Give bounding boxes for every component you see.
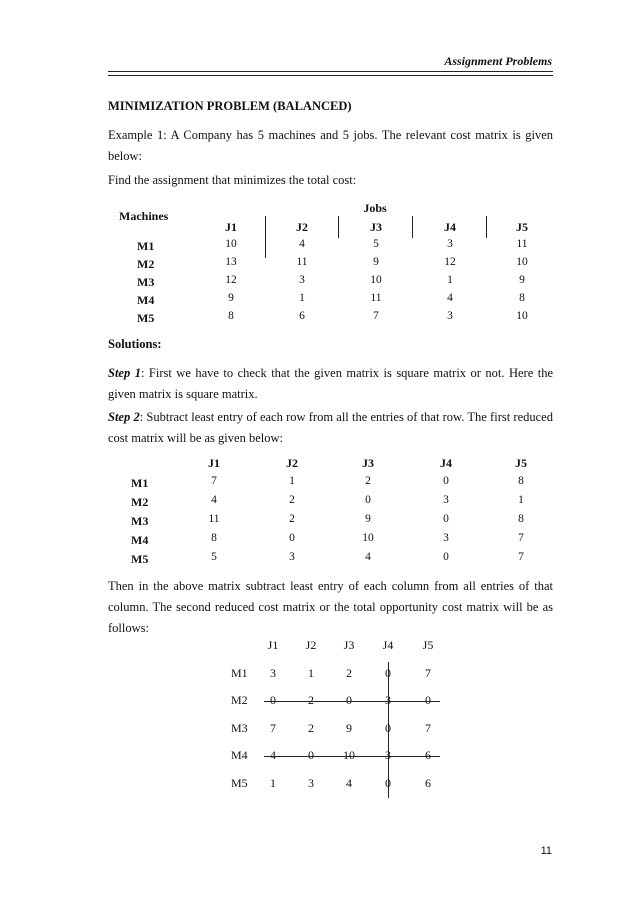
table-cell: 3: [443, 532, 449, 544]
step2-label: Step 2: [108, 410, 140, 424]
table-cell: 12: [444, 256, 456, 268]
step1-paragraph: [108, 363, 553, 405]
running-header: Assignment Problems: [444, 54, 552, 68]
cover-line-col-j4: [388, 662, 389, 798]
table-cell: 0: [365, 494, 371, 506]
table-cell: 10: [362, 532, 374, 544]
table-cell: 0: [443, 513, 449, 525]
table-cell: 3: [443, 494, 449, 506]
col-group-header: Jobs: [363, 201, 387, 215]
table-cell: 3: [289, 551, 295, 563]
section-title: MINIMIZATION PROBLEM (BALANCED): [108, 99, 352, 113]
table-cell: 1: [289, 475, 295, 487]
table-cell: 3: [299, 274, 305, 286]
table-cell: 0: [308, 748, 314, 762]
table-cell: 0: [289, 532, 295, 544]
table-cell: 6: [425, 748, 431, 762]
table-cell: 3: [308, 776, 314, 790]
column-divider: [265, 216, 266, 258]
col-header: J3: [370, 220, 382, 234]
table-cell: 3: [385, 748, 391, 762]
table-cell: 2: [289, 513, 295, 525]
table-cell: 2: [308, 693, 314, 707]
table-cell: 3: [385, 693, 391, 707]
col-header: J2: [296, 220, 308, 234]
cover-line-row-m2: [264, 701, 440, 702]
col-header: J5: [422, 638, 434, 652]
column-divider: [338, 216, 339, 238]
step1-text: : First we have to check that the given matrix is square matrix or not. Here the given matrix is square matrix.: [108, 366, 553, 401]
header-rule: [108, 71, 553, 72]
row-label: M4: [231, 748, 248, 762]
table-cell: 0: [385, 666, 391, 680]
table-cell: 8: [518, 513, 524, 525]
table-cell: 5: [211, 551, 217, 563]
col-header: J1: [267, 638, 279, 652]
step2-text: : Subtract least entry of each row from all the entries of that row. The first reduced cost matrix will be as given below:: [108, 410, 553, 445]
table-cell: 8: [518, 475, 524, 487]
row-label: M1: [137, 239, 155, 253]
table-cell: 6: [425, 776, 431, 790]
table-cell: 3: [447, 238, 453, 250]
table-cell: 9: [228, 292, 234, 304]
page-number: 11: [540, 845, 552, 857]
row-label: M3: [231, 721, 248, 735]
table-cell: 4: [447, 292, 453, 304]
table-cell: 7: [425, 666, 431, 680]
column-divider: [412, 216, 413, 238]
table-cell: 4: [346, 776, 352, 790]
row-label: M2: [137, 257, 155, 271]
row-label: M2: [131, 495, 149, 509]
table-cell: 9: [365, 513, 371, 525]
table-cell: 9: [373, 256, 379, 268]
table-cell: 7: [518, 532, 524, 544]
table-cell: 1: [270, 776, 276, 790]
table-cell: 2: [289, 494, 295, 506]
row-label: M5: [131, 552, 149, 566]
step1-label: Step 1: [108, 366, 141, 380]
table-cell: 10: [225, 238, 237, 250]
table-cell: 10: [516, 256, 528, 268]
col-header: J4: [440, 456, 452, 470]
table-cell: 5: [373, 238, 379, 250]
col-header: J1: [225, 220, 237, 234]
row-label: M1: [131, 476, 149, 490]
row-label: M4: [137, 293, 155, 307]
table-cell: 9: [346, 721, 352, 735]
row-label: M1: [231, 666, 248, 680]
table-cell: 11: [296, 256, 308, 268]
table-cell: 4: [270, 748, 276, 762]
col-header: J4: [382, 638, 394, 652]
table-cell: 11: [516, 238, 528, 250]
step2-paragraph: [108, 407, 553, 449]
table-cell: 0: [346, 693, 352, 707]
table-cell: 1: [308, 666, 314, 680]
table-cell: 8: [519, 292, 525, 304]
table-cell: 10: [370, 274, 382, 286]
table-cell: 6: [299, 310, 305, 322]
table-cell: 2: [346, 666, 352, 680]
row-label: M3: [131, 514, 149, 528]
table-cell: 12: [225, 274, 237, 286]
example-paragraph: Example 1: A Company has 5 machines and 5 jobs. The relevant cost matrix is given below:: [108, 128, 553, 163]
table-cell: 4: [299, 238, 305, 250]
then-paragraph: Then in the above matrix subtract least entry of each column from all entries of that column. The second reduced cost matrix or the total opportunity cost matrix will be as follows:: [108, 579, 553, 635]
table-cell: 1: [518, 494, 524, 506]
table-cell: 3: [447, 310, 453, 322]
table-cell: 10: [516, 310, 528, 322]
table-cell: 11: [370, 292, 382, 304]
find-paragraph: Find the assignment that minimizes the total cost:: [108, 173, 357, 187]
solutions-heading: Solutions:: [108, 337, 162, 351]
table-cell: 7: [211, 475, 217, 487]
col-header: J4: [444, 220, 456, 234]
table-cell: 0: [443, 475, 449, 487]
col-header: J3: [362, 456, 374, 470]
row-label: M2: [231, 693, 248, 707]
table-cell: 7: [373, 310, 379, 322]
table-cell: 10: [343, 748, 355, 762]
header-rule-thin: [108, 75, 553, 76]
table-cell: 13: [225, 256, 237, 268]
table-cell: 2: [308, 721, 314, 735]
table-cell: 0: [443, 551, 449, 563]
row-label: M5: [231, 776, 248, 790]
row-label: M4: [131, 533, 149, 547]
table-cell: 1: [299, 292, 305, 304]
table-cell: 8: [228, 310, 234, 322]
table-cell: 4: [365, 551, 371, 563]
table-cell: 1: [447, 274, 453, 286]
row-label: M5: [137, 311, 155, 325]
table-cell: 3: [270, 666, 276, 680]
col-header: J1: [208, 456, 220, 470]
table-cell: 2: [365, 475, 371, 487]
table-cell: 0: [385, 776, 391, 790]
table-cell: 0: [385, 721, 391, 735]
table-cell: 0: [425, 693, 431, 707]
table-cell: 7: [270, 721, 276, 735]
row-label: M3: [137, 275, 155, 289]
col-header: J2: [305, 638, 317, 652]
table-cell: 7: [425, 721, 431, 735]
col-header: J3: [343, 638, 355, 652]
row-header: Machines: [119, 209, 169, 223]
table-cell: 0: [270, 693, 276, 707]
col-header: J5: [516, 220, 528, 234]
table-cell: 4: [211, 494, 217, 506]
table-cell: 11: [208, 513, 220, 525]
table-cell: 9: [519, 274, 525, 286]
col-header: J2: [286, 456, 298, 470]
table-cell: 7: [518, 551, 524, 563]
column-divider: [486, 216, 487, 238]
cover-line-row-m4: [264, 756, 440, 757]
col-header: J5: [515, 456, 527, 470]
table-cell: 8: [211, 532, 217, 544]
